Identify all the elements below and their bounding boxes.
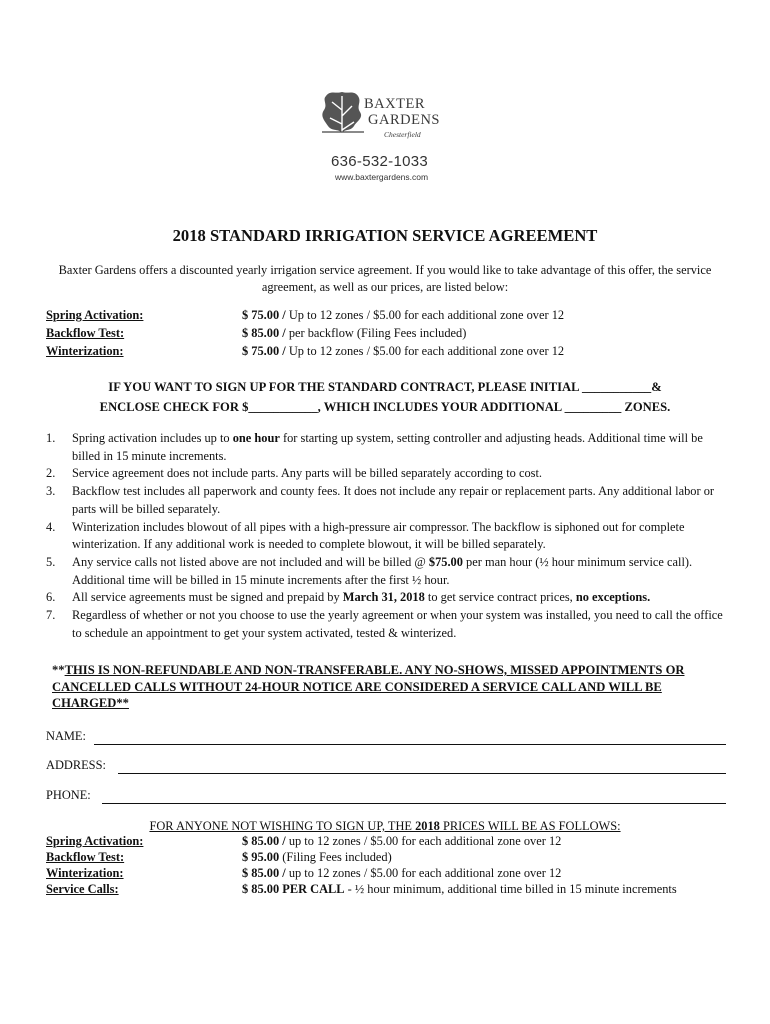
- logo-brand-line1: BAXTER: [364, 96, 425, 112]
- term-item: [46, 483, 728, 518]
- phone-field-line[interactable]: [102, 803, 726, 804]
- address-field-line[interactable]: [118, 773, 726, 774]
- price-label: Spring Activation:: [46, 308, 144, 322]
- non-signup-heading-post: PRICES WILL BE AS FOLLOWS:: [439, 819, 621, 833]
- price-label: Spring Activation:: [46, 834, 144, 848]
- name-field[interactable]: [46, 729, 726, 749]
- logo-phone: 636-532-1033: [331, 153, 429, 170]
- price-amount: $ 75.00 /: [242, 344, 286, 358]
- intro-paragraph: Baxter Gardens offers a discounted yearly irrigation service agreement. If you would like to take advantage of this offer, the service agreement, as well as our prices, are listed below:: [58, 263, 712, 294]
- non-signup-heading: [0, 819, 770, 834]
- price-label: Backflow Test:: [46, 326, 125, 340]
- price-amount: $ 85.00 /: [242, 834, 286, 848]
- term-text: Winterization includes blowout of all pipes with a high-pressure air compressor. The backflow is siphoned out for complete winterization. If any additional work is needed to complete blowout, it will be billed separately.: [72, 519, 685, 552]
- price-detail: up to 12 zones / $5.00 for each additional zone over 12: [285, 834, 562, 848]
- price-value: [242, 850, 392, 865]
- price-label: Backflow Test:: [46, 850, 125, 864]
- term-text-cont: for starting up system, setting controller and adjusting heads. Additional time will be billed in 15 minute increments.: [72, 431, 703, 463]
- name-field-line[interactable]: [94, 744, 726, 745]
- agreement-price-row: [46, 326, 736, 344]
- terms-list: [46, 430, 728, 642]
- signup-line-1: IF YOU WANT TO SIGN UP FOR THE STANDARD CONTRACT, PLEASE INITIAL ___________&: [108, 380, 662, 394]
- price-amount: $ 85.00 /: [242, 866, 286, 880]
- price-value: [242, 882, 677, 897]
- term-text: Spring activation includes up to: [72, 431, 233, 445]
- price-label: Winterization:: [46, 866, 124, 880]
- signup-instructions: [0, 377, 770, 417]
- term-number: 1.: [46, 431, 56, 445]
- term-emphasis-2: no exceptions.: [575, 590, 651, 605]
- term-item: [46, 519, 728, 554]
- price-value: [242, 308, 564, 323]
- logo-brand-line2: GARDENS: [368, 112, 440, 128]
- signup-line-2: ENCLOSE CHECK FOR $___________, WHICH INCLUDES YOUR ADDITIONAL _________ ZONES.: [99, 400, 671, 414]
- non-signup-price-row: [46, 882, 736, 900]
- term-emphasis: one hour: [232, 431, 280, 445]
- address-field-label: ADDRESS:: [46, 758, 106, 772]
- price-value: [242, 344, 564, 359]
- price-detail: Up to 12 zones / $5.00 for each additional zone over 12: [285, 344, 565, 358]
- term-number: 3.: [46, 484, 56, 499]
- term-number: 4.: [46, 519, 56, 534]
- price-amount: $ 85.00 PER CALL: [242, 882, 345, 896]
- price-value: [242, 834, 561, 849]
- warning-text: THIS IS NON-REFUNDABLE AND NON-TRANSFERABLE. ANY NO-SHOWS, MISSED APPOINTMENTS OR CANCELLED CALLS WITHOUT 24-HOUR NOTICE ARE CONSIDERED A SERVICE CALL AND WILL BE CHARGED**: [52, 663, 685, 710]
- term-text: All service agreements must be signed and prepaid by: [72, 590, 343, 605]
- price-value: [242, 866, 561, 881]
- price-detail: - ½ hour minimum, additional time billed in 15 minute increments: [344, 882, 677, 896]
- term-item: [46, 430, 728, 465]
- term-text: Backflow test includes all paperwork and county fees. It does not include any repair or replacement parts. Any additional labor or parts will be billed separately.: [72, 484, 715, 516]
- term-emphasis: March 31, 2018: [342, 590, 425, 605]
- price-label: Winterization:: [46, 344, 124, 358]
- logo-website: www.baxtergardens.com: [335, 172, 429, 182]
- warning-notice: [52, 662, 732, 712]
- price-amount: $ 75.00 /: [242, 308, 286, 322]
- price-label: Service Calls:: [46, 882, 119, 896]
- price-detail: per backflow (Filing Fees included): [285, 326, 467, 340]
- agreement-price-row: [46, 344, 736, 362]
- term-item: [46, 465, 728, 483]
- price-amount: $ 85.00 /: [242, 326, 286, 340]
- warning-prefix: **: [52, 663, 65, 677]
- term-emphasis: $75.00: [428, 554, 463, 569]
- term-number: 6.: [46, 590, 56, 605]
- agreement-price-row: [46, 308, 736, 326]
- term-item: [46, 589, 728, 607]
- name-field-label: NAME:: [46, 729, 86, 743]
- term-number: 5.: [46, 554, 56, 569]
- price-detail: (Filing Fees included): [279, 850, 392, 864]
- term-text: Service agreement does not include parts. Any parts will be billed separately according to cost.: [72, 466, 543, 481]
- term-text-cont: per man hour (½ hour minimum service call). Additional time will be billed in 15 minute increments after the first ½ hour.: [72, 554, 693, 587]
- term-item: [46, 554, 728, 589]
- baxter-gardens-logo: [318, 86, 458, 186]
- leaf-logo-icon: [318, 86, 366, 150]
- price-amount: $ 95.00: [242, 850, 280, 864]
- price-value: [242, 326, 466, 341]
- phone-field[interactable]: [46, 788, 726, 808]
- logo-city: Chesterfield: [384, 130, 421, 139]
- address-field[interactable]: [46, 758, 726, 778]
- term-item: [46, 607, 728, 642]
- price-detail: Up to 12 zones / $5.00 for each additional zone over 12: [285, 308, 565, 322]
- price-detail: up to 12 zones / $5.00 for each additional zone over 12: [285, 866, 562, 880]
- term-number: 2.: [46, 466, 56, 481]
- non-signup-heading-year: 2018: [415, 819, 440, 833]
- term-text-cont: to get service contract prices,: [424, 590, 576, 605]
- document-title: 2018 STANDARD IRRIGATION SERVICE AGREEMENT: [172, 226, 598, 245]
- phone-field-label: PHONE:: [46, 788, 91, 802]
- term-number: 7.: [46, 608, 56, 623]
- non-signup-heading-pre: FOR ANYONE NOT WISHING TO SIGN UP, THE: [149, 819, 416, 833]
- term-text: Regardless of whether or not you choose to use the yearly agreement or when your system was installed, you need to call the office to schedule an appointment to get your system activated, tested & winterized.: [72, 608, 723, 640]
- term-text: Any service calls not listed above are not included and will be billed @: [72, 554, 429, 569]
